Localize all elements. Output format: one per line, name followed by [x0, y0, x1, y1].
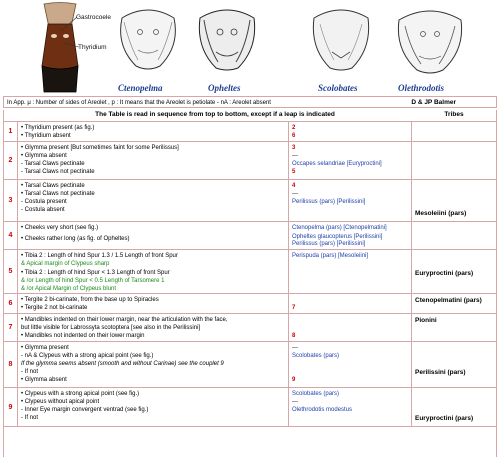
couplet-number: 6 [4, 294, 18, 313]
result-line[interactable]: Perispuda (pars) [Mesoleiini] [292, 253, 369, 259]
result-line[interactable]: Occapes selandriae [Euryproctini] [292, 161, 382, 167]
tribe-cell [412, 388, 496, 426]
couplet-line: • Glymma absent [21, 377, 67, 383]
tribe-name: Euryproctini (pars) [415, 415, 474, 422]
result-line[interactable]: Perilissus (pars) [Perilissini] [292, 199, 366, 205]
table-row [4, 293, 496, 313]
gastrocoele-label: Gastrocoele [76, 14, 112, 21]
couplet-number: 1 [4, 122, 18, 141]
result-line[interactable]: 8 [292, 333, 296, 339]
authors: D & JP Balmer [411, 99, 456, 106]
couplet-line: but little visible for Labrossyta scotoptera [see also in the Perilissini] [21, 325, 201, 331]
table-caption: The Table is read in sequence from top to bottom, except if a leap is indicated [95, 111, 335, 118]
table-row [4, 141, 496, 179]
couplet-line: - nA & Clypeus with a strong apical point (see fig.) [21, 353, 154, 359]
result-line[interactable]: 3 [292, 145, 296, 151]
couplet-description [18, 342, 289, 387]
couplet-number: 2 [4, 142, 18, 179]
tribe-name: Perilissini (pars) [415, 369, 466, 376]
couplet-line: • Mandibles indented on their lower margin, near the articulation with the face, [21, 317, 228, 323]
result-line: --- [292, 153, 298, 159]
result-line[interactable]: 5 [292, 169, 296, 175]
tribe-cell [412, 294, 496, 313]
table-header [4, 110, 496, 120]
tribe-cell [412, 142, 496, 179]
couplet-description [18, 122, 289, 141]
couplet-line: • Tergite 2 not bi-carinate [21, 305, 88, 311]
result-line[interactable]: Opheltes glaucopterus [Perilissini] [292, 234, 383, 240]
table-row [4, 387, 496, 427]
couplet-number: 4 [4, 222, 18, 249]
couplet-description [18, 294, 289, 313]
note-bar [3, 96, 497, 108]
result-line[interactable]: 4 [292, 183, 296, 189]
table-row [4, 179, 496, 221]
head-scolobates-illustration [310, 6, 372, 72]
couplet-line: • Glymma absent [21, 153, 67, 159]
tribe-cell [412, 180, 496, 221]
result-line[interactable]: Scolobates (pars) [292, 353, 340, 359]
couplet-result [289, 180, 412, 221]
couplet-result [289, 222, 412, 249]
couplet-line: & /or Apical Margin of Clypeus blunt [21, 286, 117, 292]
couplet-number: 8 [4, 342, 18, 387]
couplet-line: • Clypeus without apical point [21, 399, 100, 405]
tribe-name: Euryproctini (pars) [415, 270, 474, 277]
couplet-number: 7 [4, 314, 18, 341]
table-row [4, 341, 496, 387]
table-row [4, 121, 496, 141]
couplet-description [18, 222, 289, 249]
couplet-number: 5 [4, 250, 18, 293]
couplet-description [18, 314, 289, 341]
result-line[interactable]: Ctenopelma (pars) [Ctenopelmatini] [292, 225, 387, 231]
couplet-line: • Cheeks rather long (as fig. of Opheltes) [21, 236, 130, 242]
result-line[interactable]: 2 [292, 125, 296, 131]
result-line: --- [292, 191, 298, 197]
couplet-line: - Tarsal Claws pectinate [21, 161, 85, 167]
tribe-name: Ctenopelmatini (pars) [415, 297, 482, 304]
genus-label-opheltes: Opheltes [208, 83, 241, 93]
genus-label-olethrodotis: Olethrodotis [398, 83, 445, 93]
couplet-line: - Costula present [21, 199, 67, 205]
tribes-header: Tribes [444, 111, 464, 118]
couplet-description [18, 180, 289, 221]
couplet-line: - If not [21, 415, 39, 421]
couplet-description [18, 250, 289, 293]
couplet-line: • Glymma present [But sometimes faint for some Perilissus] [21, 145, 179, 151]
couplet-number: 9 [4, 388, 18, 426]
couplet-line: - Costula absent [21, 207, 65, 213]
tribe-cell [412, 122, 496, 141]
couplet-description [18, 142, 289, 179]
couplet-line: & /or Length of hind Spur < 0.5 Length of Tarsomere 1 [21, 278, 165, 284]
couplet-line: • Thyridium present (as fig.) [21, 125, 95, 131]
table-row [4, 221, 496, 249]
couplet-line: • Mandibles not indented on their lower margin [21, 333, 145, 339]
couplet-line: & Apical margin of Clypeus sharp [21, 261, 110, 267]
header-illustrations [0, 0, 500, 96]
couplet-result [289, 388, 412, 426]
tribe-name: Mesoleiini (pars) [415, 210, 467, 217]
couplet-line: • Tergite 2 bi-carinate, from the base up to Spiracles [21, 297, 159, 303]
result-line[interactable]: 9 [292, 377, 296, 383]
tribe-cell [412, 250, 496, 293]
couplet-line: - Tarsal Claws not pectinate [21, 169, 95, 175]
couplet-line: - Inner Eye margin convergent ventrad (see fig.) [21, 407, 149, 413]
thyridium-pointer [62, 42, 80, 50]
thyridium-label: Thyridium [78, 44, 107, 51]
couplet-line: If the glymma seems absent (smooth and without Carinae) see the couplet 9 [21, 361, 224, 367]
couplet-line: • Thyridium absent [21, 133, 71, 139]
result-line[interactable]: Perilissus (pars) [Perilissini] [292, 241, 366, 247]
couplet-line: - If not [21, 369, 39, 375]
couplet-line: • Cheeks very short (see fig.) [21, 225, 99, 231]
couplet-line: • Tarsal Claws pectinate [21, 183, 85, 189]
couplet-result [289, 342, 412, 387]
couplet-result [289, 250, 412, 293]
tribe-cell [412, 222, 496, 249]
couplet-result [289, 122, 412, 141]
tribe-cell [412, 314, 496, 341]
head-ctenopelma-illustration [116, 6, 180, 72]
result-line[interactable]: Scolobates (pars) [292, 391, 340, 397]
tribe-name: Pionini [415, 317, 437, 324]
table-row [4, 249, 496, 293]
areolet-note: In App. μ : Number of sides of Areolet , p : It means that the Areolet is petiolate - nA : Areolet absent [7, 100, 271, 106]
key-table [3, 110, 497, 457]
couplet-line: • Tibia 2 : Length of hind Spur 1.3 / 1.5 Length of front Spur [21, 253, 178, 259]
result-line: --- [292, 345, 298, 351]
result-line[interactable]: 7 [292, 305, 296, 311]
couplet-result [289, 294, 412, 313]
genus-label-scolobates: Scolobates [318, 83, 358, 93]
couplet-number: 3 [4, 180, 18, 221]
result-line[interactable]: Olethrodotis modestus [292, 407, 353, 413]
couplet-description [18, 388, 289, 426]
tribe-cell [412, 342, 496, 387]
couplet-line: • Glymma present [21, 345, 69, 351]
head-opheltes-illustration [196, 6, 258, 72]
gastrocoele-pointer [60, 16, 78, 32]
couplet-line: • Tarsal Claws not pectinate [21, 191, 95, 197]
result-line: --- [292, 399, 298, 405]
couplet-result [289, 314, 412, 341]
table-row [4, 313, 496, 341]
genus-label-ctenopelma: Ctenopelma [118, 83, 163, 93]
couplet-result [289, 142, 412, 179]
head-olethrodotis-illustration [395, 6, 465, 76]
couplet-line: • Tibia 2 : Length of hind Spur < 1.3 Length of front Spur [21, 270, 170, 276]
couplet-line: • Clypeus with a strong apical point (see fig.) [21, 391, 140, 397]
result-line[interactable]: 6 [292, 133, 296, 139]
